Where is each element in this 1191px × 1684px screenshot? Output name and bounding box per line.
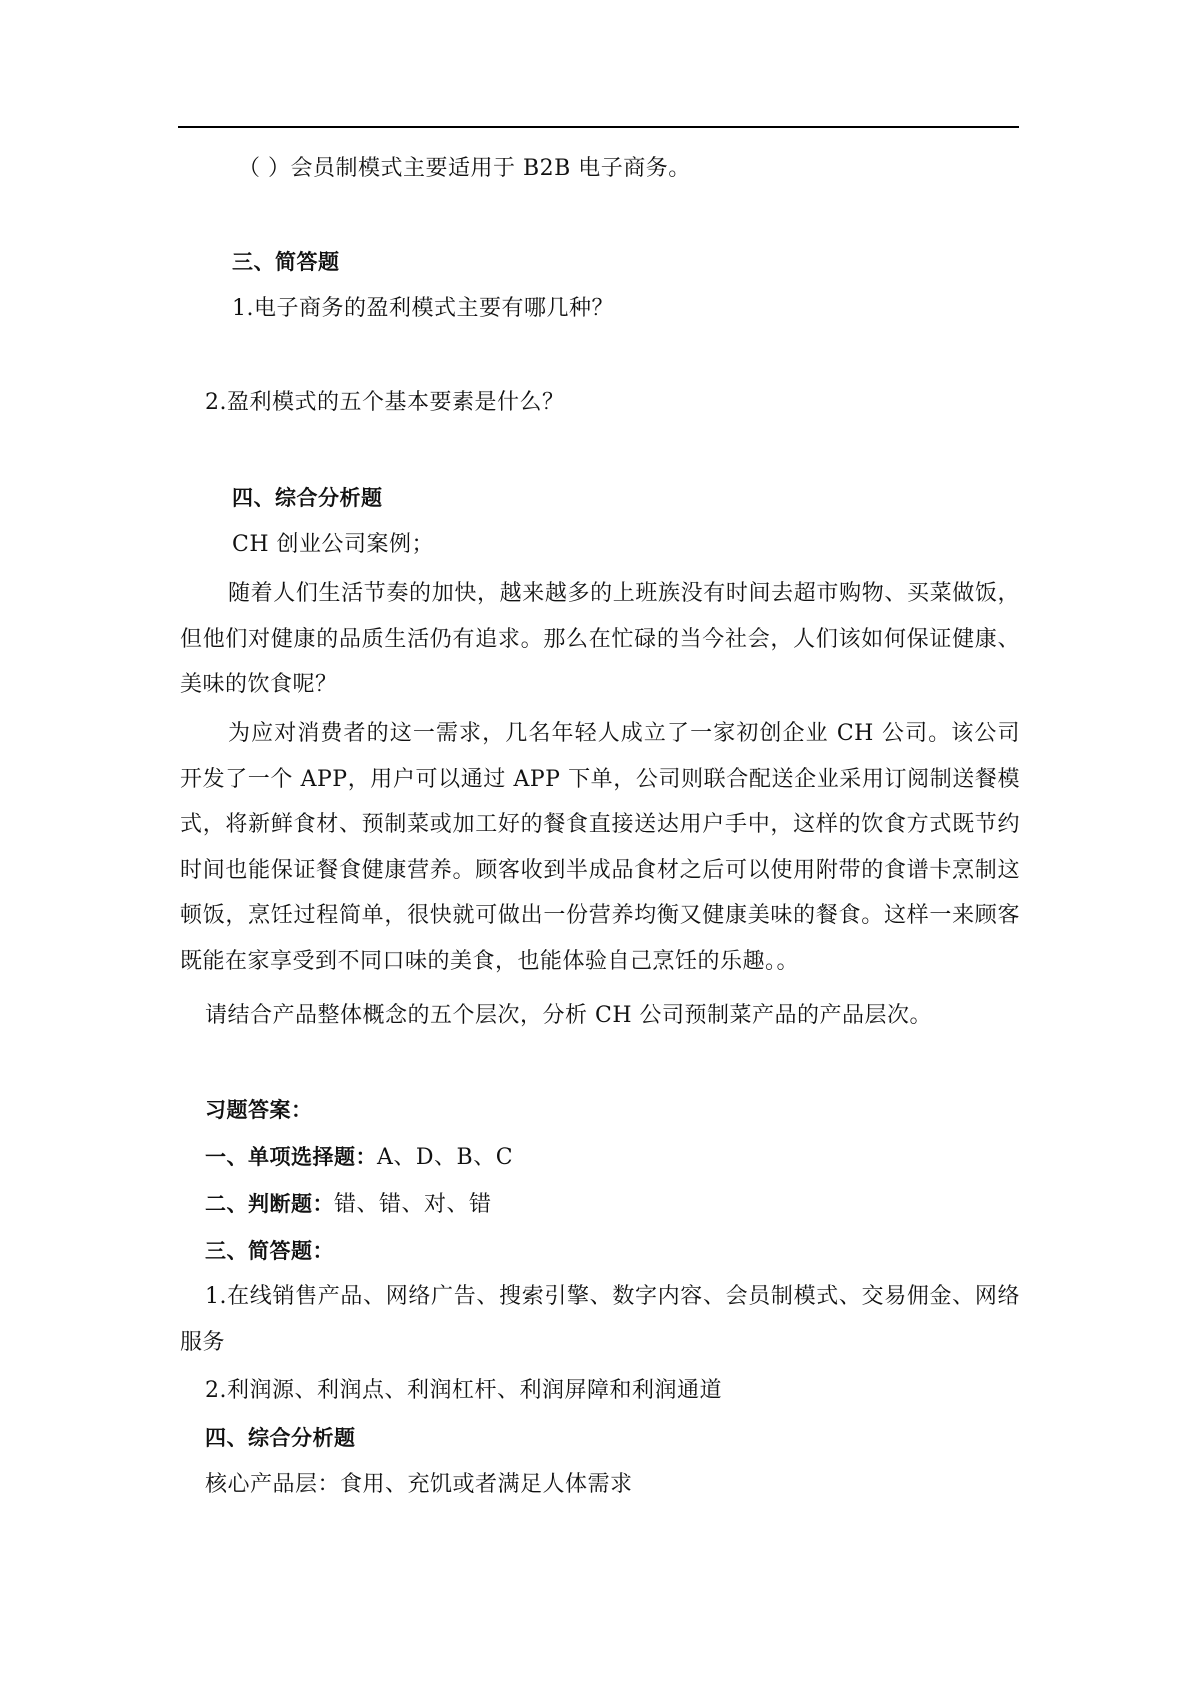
answer-short-2: 2.利润源、利润点、利润杠杆、利润屏障和利润通道 <box>205 1378 722 1403</box>
answer-core-layer: 核心产品层：食用、充饥或者满足人体需求 <box>205 1472 633 1497</box>
short-question-1: 1.电子商务的盈利模式主要有哪几种？ <box>232 296 614 321</box>
answer-judgment-value: 错、错、对、错 <box>334 1192 492 1217</box>
answer-single-choice-label: 一、单项选择题： <box>205 1145 377 1169</box>
section4-heading: 四、综合分析题 <box>232 486 383 510</box>
answers-title: 习题答案： <box>205 1098 313 1122</box>
answer-short-1: 1.在线销售产品、网络广告、搜索引擎、数字内容、会员制模式、交易佣金、网络服务 <box>180 1284 1020 1355</box>
analysis-question: 请结合产品整体概念的五个层次，分析 CH 公司预制菜产品的产品层次。 <box>205 1003 933 1028</box>
answer-judgment <box>205 1189 492 1220</box>
header-rule <box>178 126 1019 128</box>
answer-single-choice-value: A、D、B、C <box>377 1145 514 1170</box>
answer-judgment-label: 二、判断题： <box>205 1192 334 1216</box>
case-paragraph-1: 随着人们生活节奏的加快，越来越多的上班族没有时间去超市购物、买菜做饭，但他们对健康的品质生活仍有追求。那么在忙碌的当今社会，人们该如何保证健康、美味的饮食呢？ <box>180 581 1020 697</box>
answer-short-heading: 三、简答题： <box>205 1239 334 1263</box>
judgment-question-text: （ ）会员制模式主要适用于 B2B 电子商务。 <box>238 156 691 181</box>
case-title: CH 创业公司案例； <box>232 532 435 557</box>
case-paragraph-2: 为应对消费者的这一需求，几名年轻人成立了一家初创企业 CH 公司。该公司开发了一个 APP，用户可以通过 APP 下单，公司则联合配送企业采用订阅制送餐模式，将新鲜食材、预制菜或加工好的餐食直接送达用户手中，这样的饮食方式既节约时间也能保证餐食健康营养。顾客收到半成品食材之后可以使用附带的食谱卡烹制这顿饭，烹饪过程简单，很快就可做出一份营养均衡又健康美味的餐食。这样一来顾客既能在家享受到不同口味的美食，也能体验自己烹饪的乐趣。。 <box>180 721 1020 974</box>
answer-analysis-heading: 四、综合分析题 <box>205 1426 356 1450</box>
answer-single-choice <box>205 1142 513 1173</box>
short-question-2: 2.盈利模式的五个基本要素是什么？ <box>205 390 565 415</box>
section3-heading: 三、简答题 <box>232 250 340 274</box>
